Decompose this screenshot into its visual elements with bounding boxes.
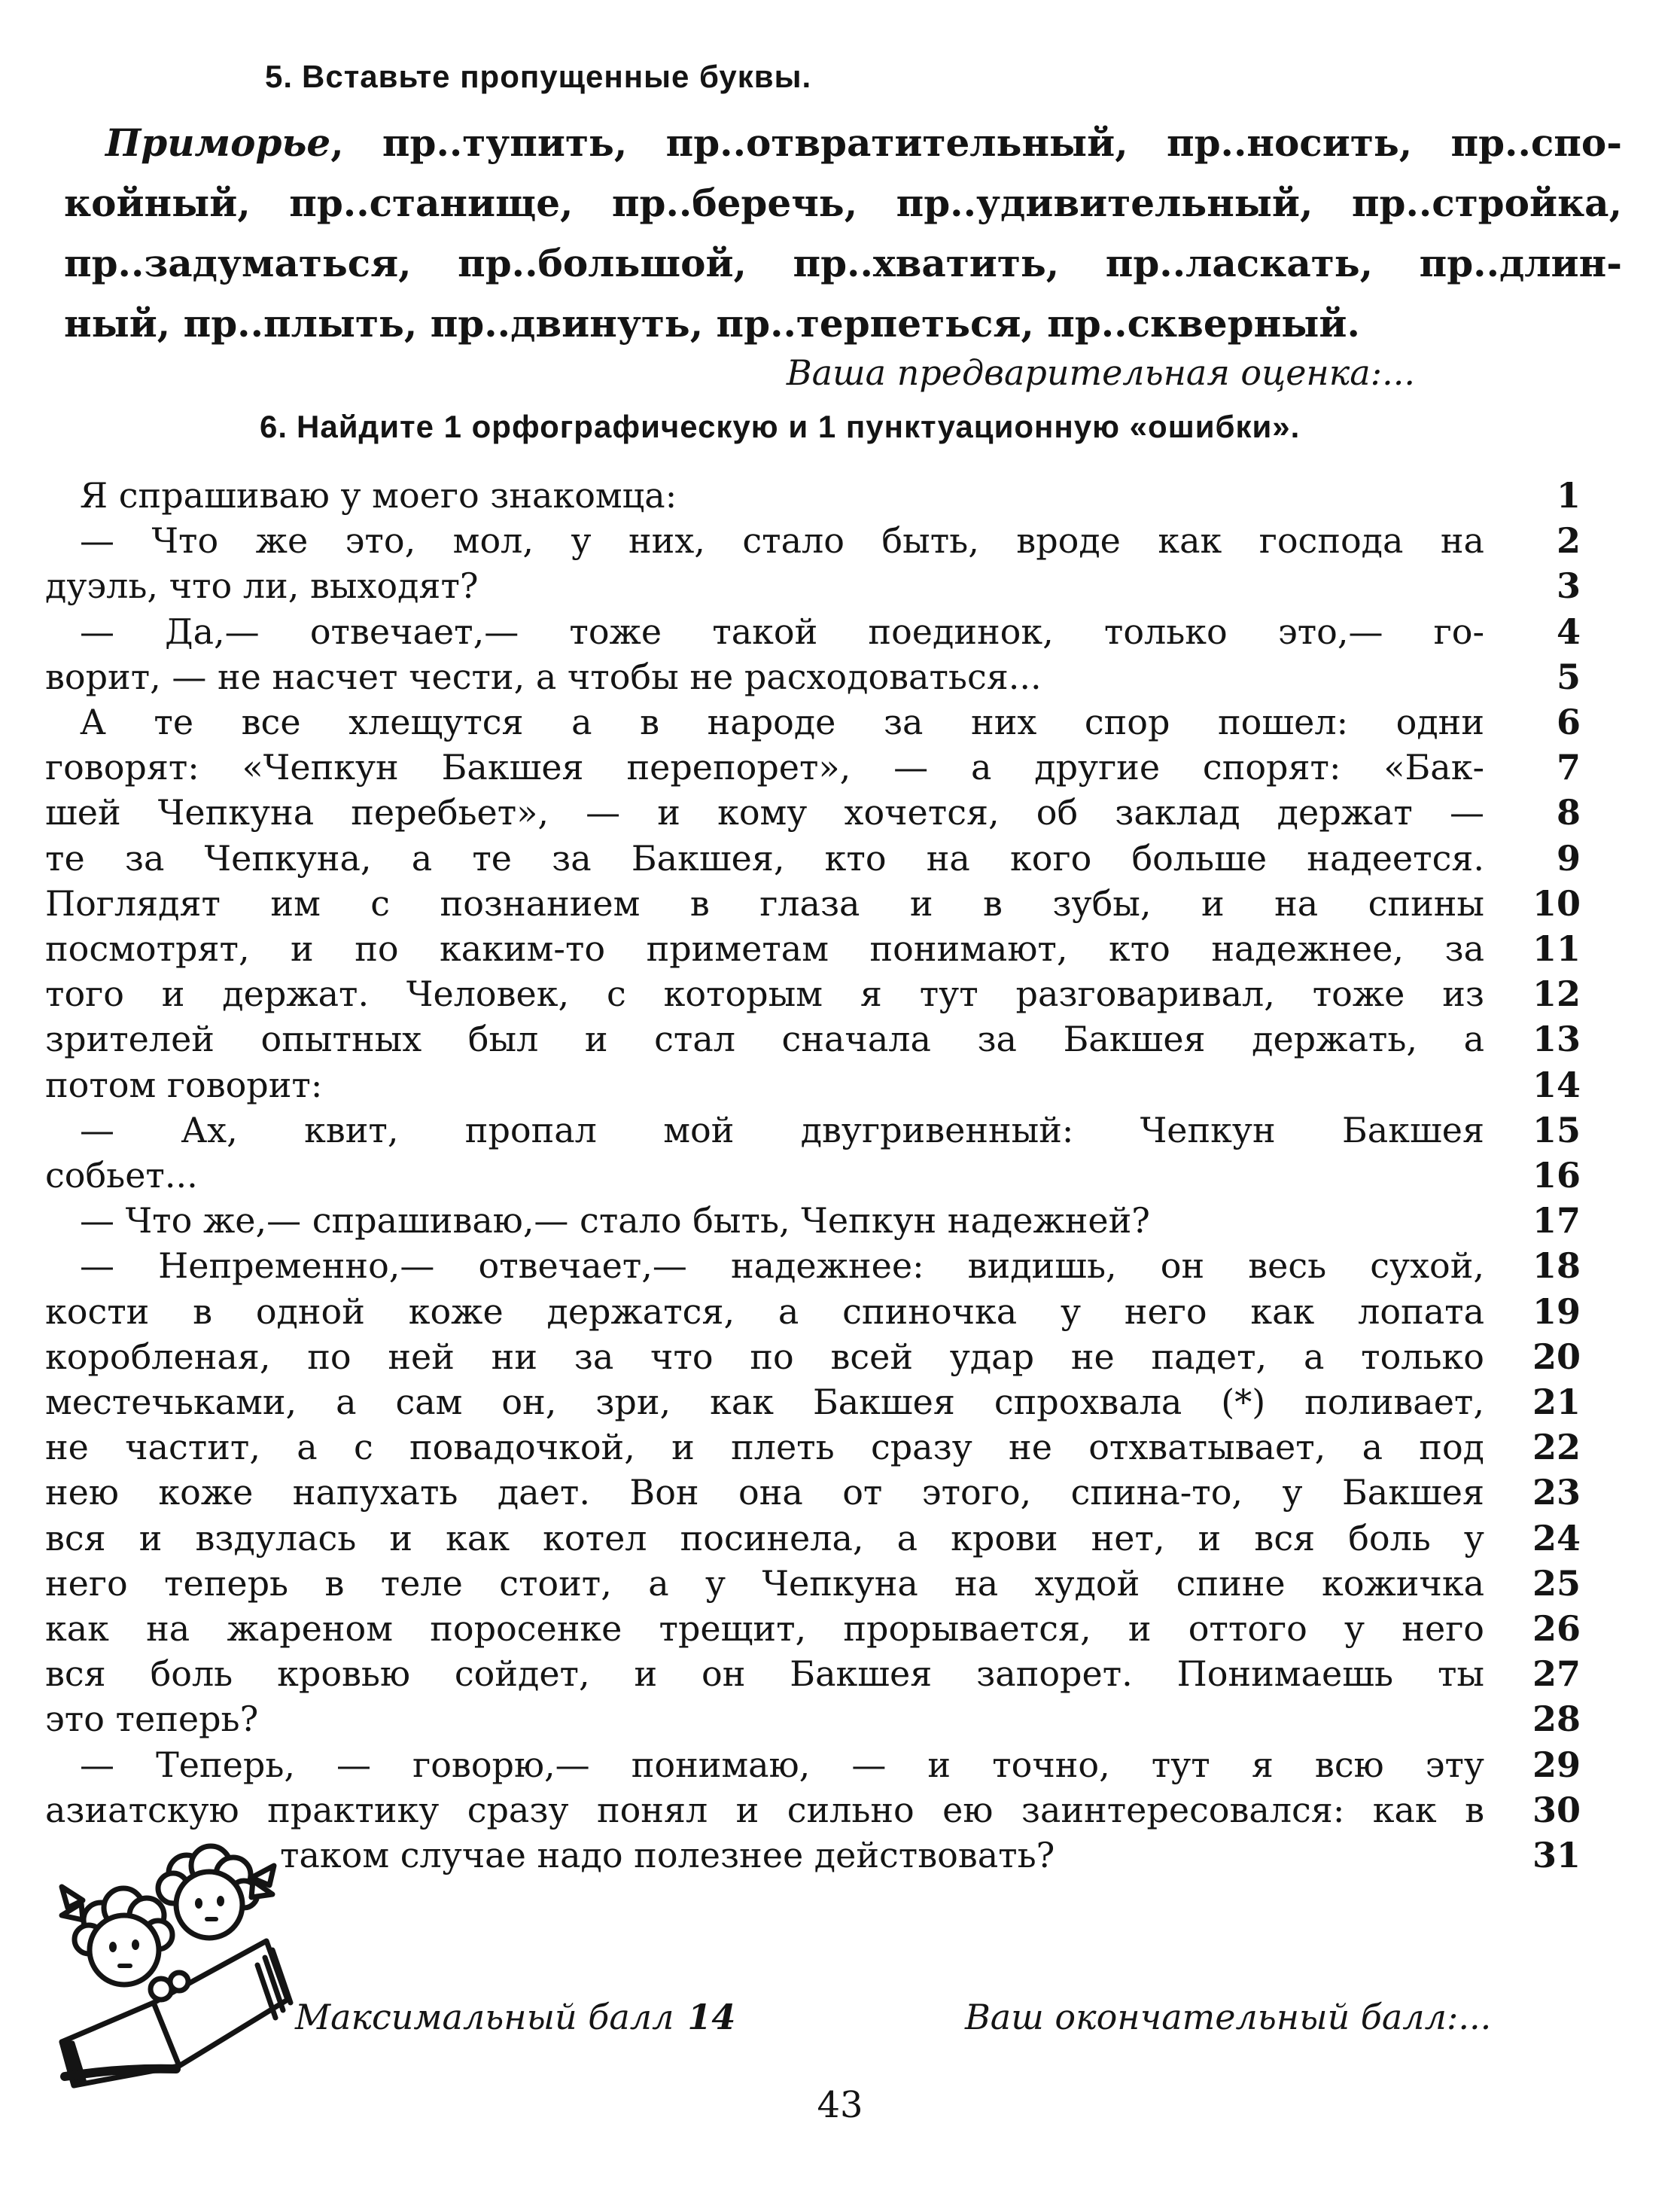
line-text: не частит, а с повадочкой, и плеть сразу не отхватывает, а под: [45, 1427, 1484, 1468]
line-number: 14: [1532, 1064, 1581, 1105]
line-text: дуэль, что ли, выходят?: [45, 565, 479, 607]
exercise6-text: [45, 473, 1581, 1878]
line-number: 16: [1532, 1155, 1581, 1196]
final-score-label: Ваш окончательный балл:...: [965, 1997, 1492, 2037]
line-number: 19: [1532, 1290, 1581, 1332]
wordlist-line: [64, 113, 1622, 173]
wordlist-line-text: , пр..тупить, пр..отвратительный, пр..носить, пр..спо-: [330, 120, 1622, 165]
wordlist-line: ный, пр..плыть, пр..двинуть, пр..терпеться, пр..скверный.: [64, 301, 1360, 346]
line-number: 13: [1532, 1019, 1581, 1060]
text-line: [45, 473, 1581, 518]
wordlist-italic-word: Приморье: [105, 120, 331, 165]
line-number: 2: [1556, 520, 1581, 562]
line-number: 15: [1532, 1109, 1581, 1150]
text-line: [45, 518, 1581, 563]
line-text: — Ах, квит, пропал мой двугривенный: Чепкун Бакшея: [80, 1109, 1484, 1150]
line-number: 1: [1556, 475, 1581, 516]
line-number: 11: [1532, 928, 1581, 970]
line-number: 26: [1532, 1608, 1581, 1650]
text-line: [45, 609, 1581, 654]
text-line: [45, 1289, 1581, 1334]
text-line: [45, 1153, 1581, 1198]
text-line: [45, 1470, 1581, 1515]
line-number: 24: [1532, 1517, 1581, 1558]
line-text: — Непременно,— отвечает,— надежнее: видишь, он весь сухой,: [80, 1245, 1484, 1287]
line-number: 3: [1556, 565, 1581, 607]
line-text: те за Чепкуна, а те за Бакшея, кто на кого больше надеется.: [45, 837, 1484, 879]
preliminary-score-label: Ваша предварительная оценка:...: [786, 352, 1415, 393]
text-line: [45, 1334, 1581, 1379]
line-number: 6: [1556, 702, 1581, 743]
children-reading-illustration: [39, 1828, 299, 2107]
line-text: ворит, — не насчет чести, а чтобы не расходоваться...: [45, 656, 1042, 697]
line-number: 23: [1532, 1472, 1581, 1513]
line-number: 4: [1556, 611, 1581, 652]
text-line: [45, 1561, 1581, 1606]
text-line: [45, 1742, 1581, 1787]
line-text: таком случае надо полезнее действовать?: [280, 1835, 1055, 1876]
line-number: 28: [1532, 1699, 1581, 1740]
text-line: [45, 1651, 1581, 1696]
text-line: [45, 699, 1581, 745]
text-line: [45, 563, 1581, 608]
line-number: 18: [1532, 1245, 1581, 1287]
line-number: 8: [1556, 792, 1581, 833]
line-text: азиатскую практику сразу понял и сильно ею заинтересовался: как в: [45, 1789, 1484, 1830]
wordlist-line: пр..задуматься, пр..большой, пр..хватить, пр..ласкать, пр..длин-: [64, 241, 1622, 285]
line-text: — Что же это, мол, у них, стало быть, вроде как господа на: [80, 520, 1484, 562]
text-line: [45, 881, 1581, 926]
line-number: 29: [1532, 1744, 1581, 1785]
text-line: [45, 1243, 1581, 1288]
line-number: 22: [1532, 1427, 1581, 1468]
line-text: коробленая, по ней ни за что по всей удар не падет, а только: [45, 1336, 1484, 1377]
line-text: — Что же,— спрашиваю,— стало быть, Чепкун надежней?: [80, 1200, 1150, 1242]
text-line: [45, 790, 1581, 835]
line-text: потом говорит:: [45, 1064, 323, 1105]
text-line: [45, 1606, 1581, 1651]
line-number: 17: [1532, 1200, 1581, 1242]
line-text: — Да,— отвечает,— тоже такой поединок, только это,— го-: [80, 611, 1484, 652]
exercise6-title: Найдите 1 орфографическую и 1 пунктуационную «ошибки».: [297, 409, 1301, 444]
exercise5-number: 5.: [265, 59, 294, 94]
line-text: вся и вздулась и как котел посинела, а крови нет, и вся боль у: [45, 1517, 1484, 1558]
text-line: [45, 1516, 1581, 1561]
text-line: [45, 654, 1581, 699]
exercise6-header: [260, 409, 1300, 445]
wordlist-line: койный, пр..станище, пр..беречь, пр..удивительный, пр..стройка,: [64, 181, 1622, 225]
line-text: собьет...: [45, 1155, 198, 1196]
exercise5-wordlist: [64, 113, 1622, 354]
max-score: [295, 1997, 735, 2037]
line-number: 7: [1556, 747, 1581, 788]
line-text: посмотрят, и по каким-то приметам понимают, кто надежнее, за: [45, 928, 1484, 970]
exercise5-header: [265, 59, 811, 95]
line-text: зрителей опытных был и стал сначала за Бакшея держать, а: [45, 1019, 1484, 1060]
line-text: Поглядят им с познанием в глаза и в зубы, и на спины: [45, 882, 1484, 924]
line-text: как на жареном поросенке трещит, прорывается, и оттого у него: [45, 1608, 1484, 1650]
line-number: 9: [1556, 837, 1581, 879]
max-score-value: 14: [687, 1997, 736, 2037]
line-text: А те все хлещутся а в народе за них спор пошел: одни: [80, 702, 1484, 743]
text-line: [45, 971, 1581, 1016]
line-number: 20: [1532, 1336, 1581, 1377]
line-number: 12: [1532, 973, 1581, 1015]
exercise6-number: 6.: [260, 409, 288, 444]
line-text: шей Чепкуна перебьет», — и кому хочется, об заклад держат —: [45, 792, 1484, 833]
text-line: [45, 1108, 1581, 1153]
text-line: [45, 1696, 1581, 1741]
line-text: того и держат. Человек, с которым я тут разговаривал, тоже из: [45, 973, 1484, 1015]
line-number: 21: [1532, 1382, 1581, 1423]
text-line: [45, 1424, 1581, 1470]
text-line: [45, 745, 1581, 790]
text-line: [45, 836, 1581, 881]
text-line: [45, 1198, 1581, 1243]
line-number: 25: [1532, 1562, 1581, 1604]
text-line: [45, 1016, 1581, 1062]
line-text: него теперь в теле стоит, а у Чепкуна на худой спине кожичка: [45, 1562, 1484, 1604]
line-number: 10: [1532, 882, 1581, 924]
text-line: [45, 1787, 1581, 1833]
max-score-label: Максимальный балл: [295, 1997, 674, 2037]
line-text: местечьками, а сам он, зри, как Бакшея спрохвала (*) поливает,: [45, 1382, 1484, 1423]
text-line: [45, 1379, 1581, 1424]
line-text: Я спрашиваю у моего знакомца:: [80, 475, 677, 516]
line-number: 5: [1556, 656, 1581, 697]
line-number: 27: [1532, 1653, 1581, 1695]
text-line: [45, 926, 1581, 971]
page-number: 43: [817, 2084, 863, 2126]
line-number: 30: [1532, 1789, 1581, 1830]
text-line: [45, 1062, 1581, 1108]
exercise5-title: Вставьте пропущенные буквы.: [302, 59, 812, 94]
line-text: говорят: «Чепкун Бакшея перепорет», — а другие спорят: «Бак-: [45, 747, 1484, 788]
line-text: вся боль кровью сойдет, и он Бакшея запорет. Понимаешь ты: [45, 1653, 1484, 1695]
line-number: 31: [1532, 1835, 1581, 1876]
line-text: кости в одной коже держатся, а спиночка у него как лопата: [45, 1290, 1484, 1332]
line-text: это теперь?: [45, 1699, 259, 1740]
line-text: нею коже напухать дает. Вон она от этого, спина-то, у Бакшея: [45, 1472, 1484, 1513]
line-text: — Теперь, — говорю,— понимаю, — и точно, тут я всю эту: [80, 1744, 1484, 1785]
